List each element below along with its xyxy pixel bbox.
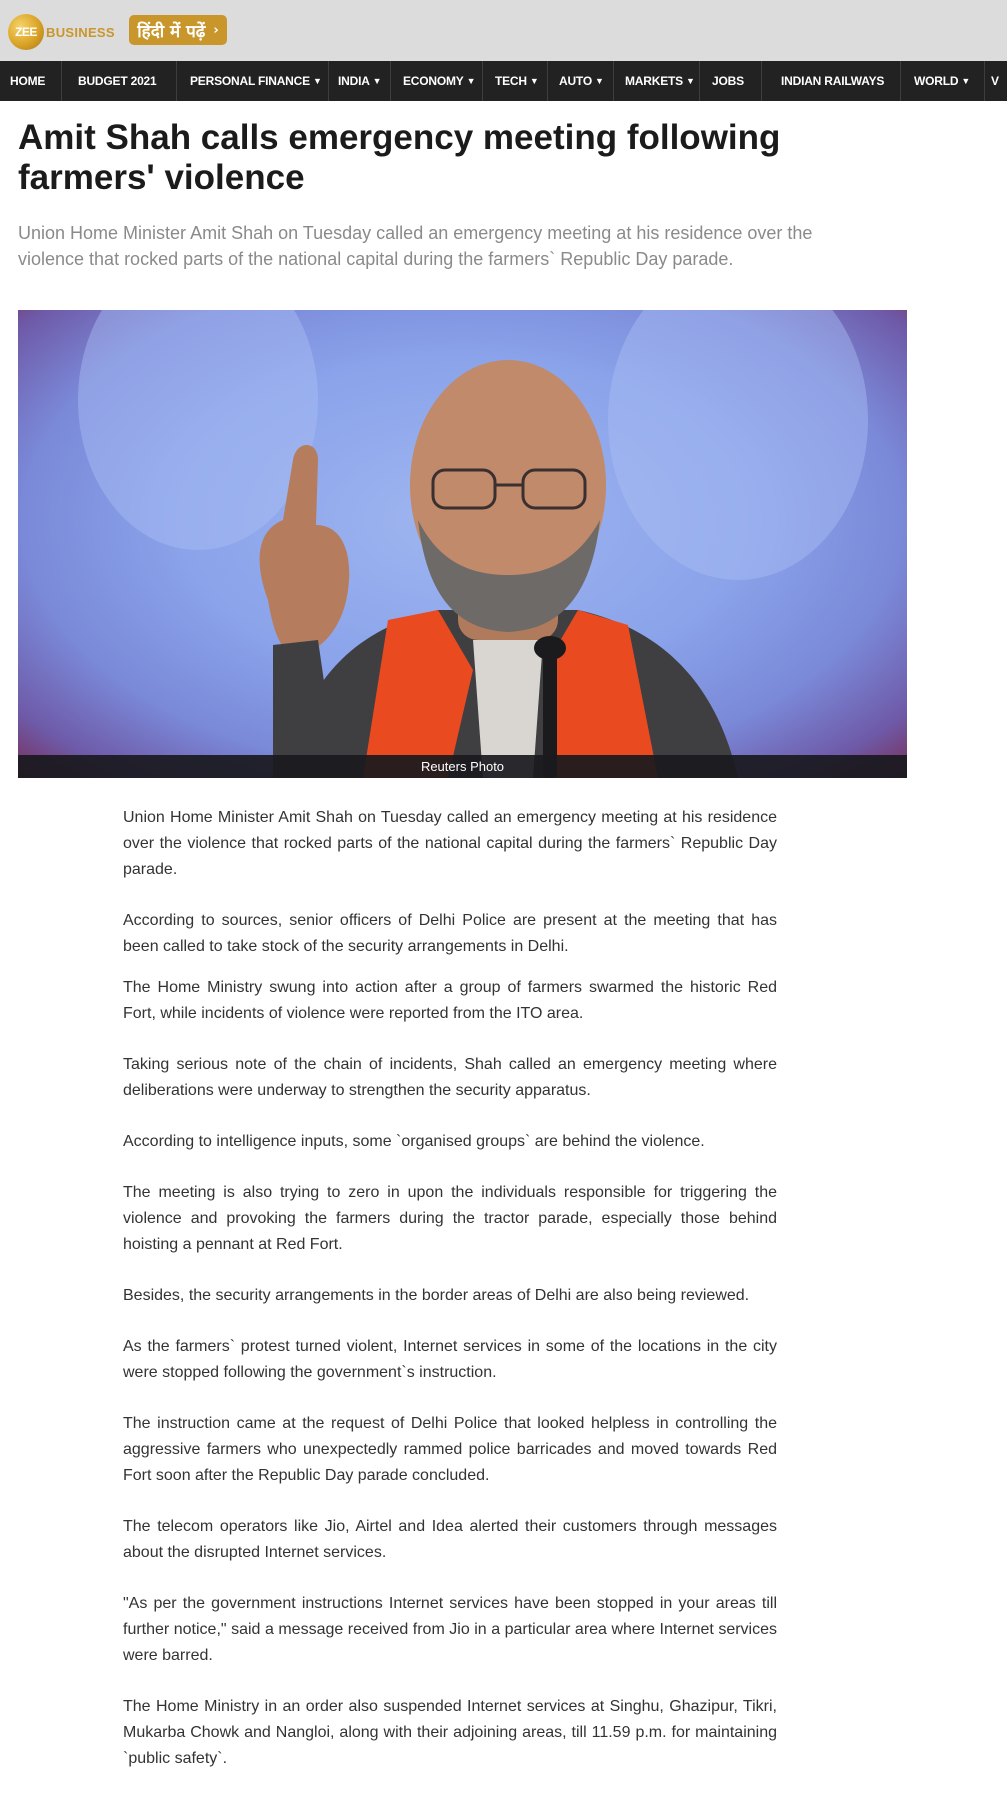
main-nav <box>0 61 1007 101</box>
nav-item-jobs[interactable] <box>700 61 762 101</box>
article-paragraph: According to intelligence inputs, some `organised groups` are behind the violence. <box>123 1133 705 1150</box>
nav-label: INDIAN RAILWAYS <box>781 74 885 88</box>
article-paragraph: Taking serious note of the chain of incidents, Shah called an emergency meeting where deliberations were underway to strengthen the security apparatus. <box>123 1056 777 1099</box>
nav-item-home[interactable] <box>0 61 62 101</box>
nav-item-personal-finance[interactable] <box>177 61 329 101</box>
article-paragraph: The meeting is also trying to zero in upon the individuals responsible for triggering the violence and provoking the farmers during the tractor parade, especially those behind hoisting a pennant at Red Fort. <box>123 1184 777 1253</box>
read-in-hindi-button[interactable] <box>129 15 227 45</box>
article-paragraph: The Home Ministry in an order also suspended Internet services at Singhu, Ghazipur, Tikri, Mukarba Chowk and Nangloi, along with their adjoining areas, till 11.59 p.m. for maintaining `public safety`. <box>123 1698 777 1767</box>
nav-label: BUDGET 2021 <box>78 74 157 88</box>
article-paragraph: As the farmers` protest turned violent, Internet services in some of the locations in the city were stopped following the government`s instruction. <box>123 1338 777 1381</box>
nav-label: V <box>991 74 999 88</box>
article-paragraph: According to sources, senior officers of Delhi Police are present at the meeting that has been called to take stock of the security arrangements in Delhi. <box>123 912 777 955</box>
nav-label: WORLD <box>914 74 959 88</box>
nav-label: INDIA <box>338 74 370 88</box>
nav-item-indian-railways[interactable] <box>762 61 901 101</box>
nav-item-overflow[interactable] <box>985 61 1007 101</box>
nav-item-markets[interactable] <box>614 61 700 101</box>
article-paragraph: The instruction came at the request of Delhi Police that looked helpless in controlling the aggressive farmers who unexpectedly rammed police barricades and moved towards Red Fort soon after the Republic Day parade concluded. <box>123 1415 777 1484</box>
nav-label: PERSONAL FINANCE <box>190 74 310 88</box>
nav-label: MARKETS <box>625 74 683 88</box>
article-paragraph: The telecom operators like Jio, Airtel and Idea alerted their customers through messages about the disrupted Internet services. <box>123 1518 777 1561</box>
article-paragraph: Besides, the security arrangements in the border areas of Delhi are also being reviewed. <box>123 1287 750 1304</box>
chevron-down-icon: ▼ <box>312 76 322 86</box>
chevron-down-icon: ▼ <box>529 76 539 86</box>
chevron-right-icon: › <box>213 22 219 38</box>
chevron-down-icon: ▼ <box>961 76 971 86</box>
chevron-down-icon: ▼ <box>594 76 604 86</box>
nav-label: HOME <box>10 74 46 88</box>
article-title: Amit Shah calls emergency meeting following farmers' violence <box>18 118 781 197</box>
article-summary: Union Home Minister Amit Shah on Tuesday called an emergency meeting at his residence over the violence that rocked parts of the national capital during the farmers` Republic Day parade. <box>18 223 813 269</box>
zee-business-logo[interactable] <box>8 14 115 50</box>
nav-label: TECH <box>495 74 527 88</box>
top-bar <box>0 0 1007 61</box>
article-paragraph: Union Home Minister Amit Shah on Tuesday called an emergency meeting at his residence over the violence that rocked parts of the national capital during the farmers` Republic Day parade. <box>123 809 777 878</box>
image-caption: Reuters Photo <box>18 755 907 778</box>
nav-item-india[interactable] <box>329 61 391 101</box>
logo-text: BUSINESS <box>46 24 115 40</box>
amit-shah-photo-illustration <box>18 310 907 778</box>
logo-disc: ZEE <box>8 14 44 50</box>
chevron-down-icon: ▼ <box>372 76 382 86</box>
article-paragraph: The Home Ministry swung into action after a group of farmers swarmed the historic Red Fort, while incidents of violence were reported from the ITO area. <box>123 979 777 1022</box>
chevron-down-icon: ▼ <box>466 76 476 86</box>
nav-item-world[interactable] <box>901 61 985 101</box>
nav-item-tech[interactable] <box>483 61 548 101</box>
chevron-down-icon: ▼ <box>685 76 695 86</box>
nav-item-budget-2021[interactable] <box>62 61 177 101</box>
nav-label: AUTO <box>559 74 592 88</box>
nav-item-economy[interactable] <box>391 61 483 101</box>
nav-item-auto[interactable] <box>548 61 614 101</box>
article-body <box>123 805 777 1797</box>
nav-label: ECONOMY <box>403 74 464 88</box>
hindi-button-label: हिंदी में पढ़ें <box>137 21 206 42</box>
article-paragraph: "As per the government instructions Internet services have been stopped in your areas till further notice," said a message received from Jio in a particular area where Internet services were barred. <box>123 1595 777 1664</box>
hero-image <box>18 310 907 778</box>
nav-label: JOBS <box>712 74 744 88</box>
